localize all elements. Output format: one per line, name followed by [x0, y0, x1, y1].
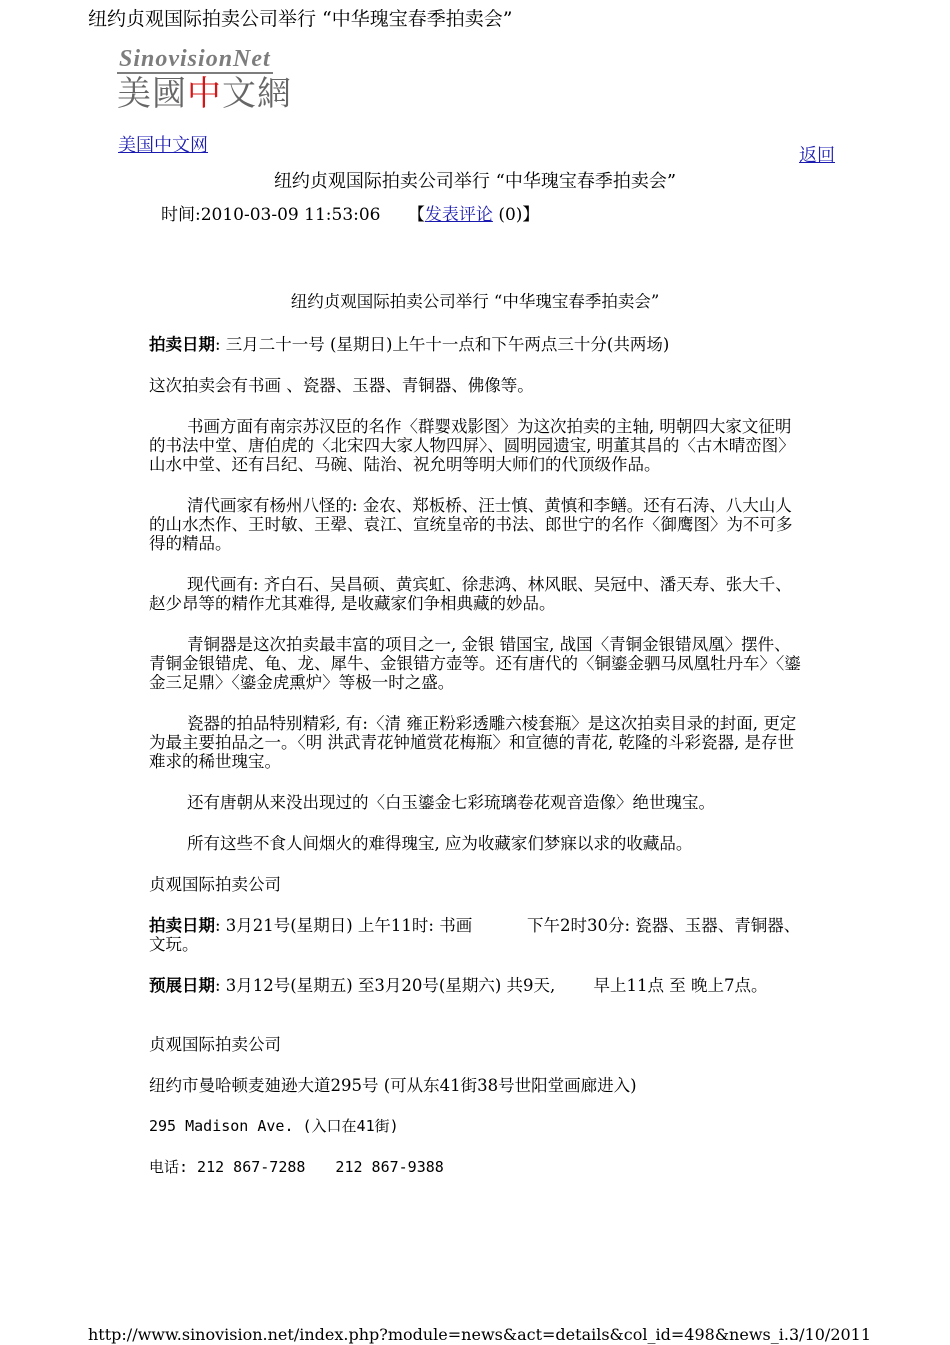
post-comment-link[interactable]: 发表评论: [424, 205, 493, 225]
article-body: [149, 292, 803, 1199]
footer-date: 3/10/2011: [789, 1325, 872, 1344]
page-title: 纽约贞观国际拍卖公司举行 “中华瑰宝春季拍卖会”: [273, 171, 677, 192]
paragraph-2: 书画方面有南宗苏汉臣的名作〈群婴戏影图〉为这次拍卖的主轴, 明朝四大家文征明的书法中堂、唐伯虎的〈北宋四大家人物四屏〉、圆明园遗宝, 明董其昌的〈古木晴峦图〉山水中堂、还有吕纪、马碗、陆治、祝允明等明大师们的代顶级作品。: [149, 417, 795, 474]
site-logo[interactable]: [117, 46, 307, 116]
article-meta: [161, 200, 539, 225]
preview-schedule-text: : 3月12号(星期五) 至3月20号(星期六) 共9天, 早上11点 至 晚上7点。: [215, 976, 768, 995]
article-title: 纽约贞观国际拍卖公司举行 “中华瑰宝春季拍卖会”: [290, 292, 660, 311]
site-home-link[interactable]: 美国中文网: [118, 135, 208, 156]
address-english: 295 Madison Ave. (入口在41街): [149, 1117, 399, 1135]
paragraph-5: 青铜器是这次拍卖最丰富的项目之一, 金银 错国宝, 战国〈青铜金银错凤凰〉摆件、青铜金银错虎、龟、龙、犀牛、金银错方壶等。还有唐代的〈铜鎏金驷马凤凰牡丹车〉〈鎏金三足鼎〉〈鎏金虎熏炉〉等极一时之盛。: [149, 635, 801, 692]
auction-date-line: [149, 335, 803, 354]
print-header-title: 纽约贞观国际拍卖公司举行 “中华瑰宝春季拍卖会”: [88, 8, 513, 30]
company-name-2: 贞观国际拍卖公司: [149, 1035, 281, 1054]
logo-zh-left: 美國: [117, 74, 187, 114]
paragraph-8: 所有这些不食人间烟火的难得瑰宝, 应为收藏家们梦寐以求的收藏品。: [186, 834, 693, 853]
logo-zh-right: 文網: [222, 74, 292, 114]
preview-schedule-label: 预展日期: [149, 976, 215, 995]
paragraph-3: 清代画家有杨州八怪的: 金农、郑板桥、汪士慎、黄慎和李鳝。还有石涛、八大山人的山水杰作、王时敏、王翚、袁江、宣统皇帝的书法、郎世宁的名作〈御鹰图〉为不可多得的精品。: [149, 496, 793, 553]
comment-bracket-open: 【: [407, 205, 425, 225]
logo-zh-accent: 中: [187, 74, 222, 114]
preview-schedule: [149, 976, 803, 995]
paragraph-7: 还有唐朝从来没出现过的〈白玉鎏金七彩琉璃卷花观音造像〉绝世瑰宝。: [186, 793, 715, 812]
logo-chinese-text: [117, 74, 307, 114]
auction-schedule: [149, 916, 803, 954]
company-name: 贞观国际拍卖公司: [149, 875, 281, 894]
address-chinese: 纽约市曼哈顿麦廸逊大道295号 (可从东41街38号世阳堂画廊进入): [149, 1076, 637, 1095]
paragraph-6: 瓷器的拍品特别精彩, 有:〈清 雍正粉彩透雕六棱套瓶〉是这次拍卖目录的封面, 更定为最主要拍品之一。〈明 洪武青花钟馗赏花梅瓶〉和宣德的青花, 乾隆的斗彩瓷器, 是存世难求的稀世瑰宝。: [149, 714, 797, 771]
publish-time: 时间:2010-03-09 11:53:06: [161, 205, 381, 225]
logo-english-text: SinovisionNet: [119, 46, 271, 72]
comment-count: (0)】: [498, 205, 540, 225]
auction-schedule-label: 拍卖日期: [149, 916, 215, 935]
footer-url: http://www.sinovision.net/index.php?module=news&act=details&col_id=498&news_i...: [88, 1325, 800, 1344]
back-link[interactable]: 返回: [799, 145, 835, 166]
auction-date-label: 拍卖日期: [149, 335, 215, 354]
paragraph-4: 现代画有: 齐白石、吴昌硕、黄宾虹、徐悲鸿、林风眠、吴冠中、潘天寿、张大千、赵少昂等的精作尤其难得, 是收藏家们争相典藏的妙品。: [149, 575, 792, 613]
auction-schedule-text: : 3月21号(星期日) 上午11时: 书画 下午2时30分: 瓷器、玉器、青铜器、文玩。: [149, 916, 801, 954]
contact-block: [149, 1035, 803, 1177]
paragraph-1: 这次拍卖会有书画 、瓷器、玉器、青铜器、佛像等。: [149, 376, 534, 395]
phone-numbers: 电话: 212 867-7288 212 867-9388: [149, 1158, 444, 1176]
auction-date-text: : 三月二十一号 (星期日)上午十一点和下午两点三十分(共两场): [215, 335, 670, 354]
